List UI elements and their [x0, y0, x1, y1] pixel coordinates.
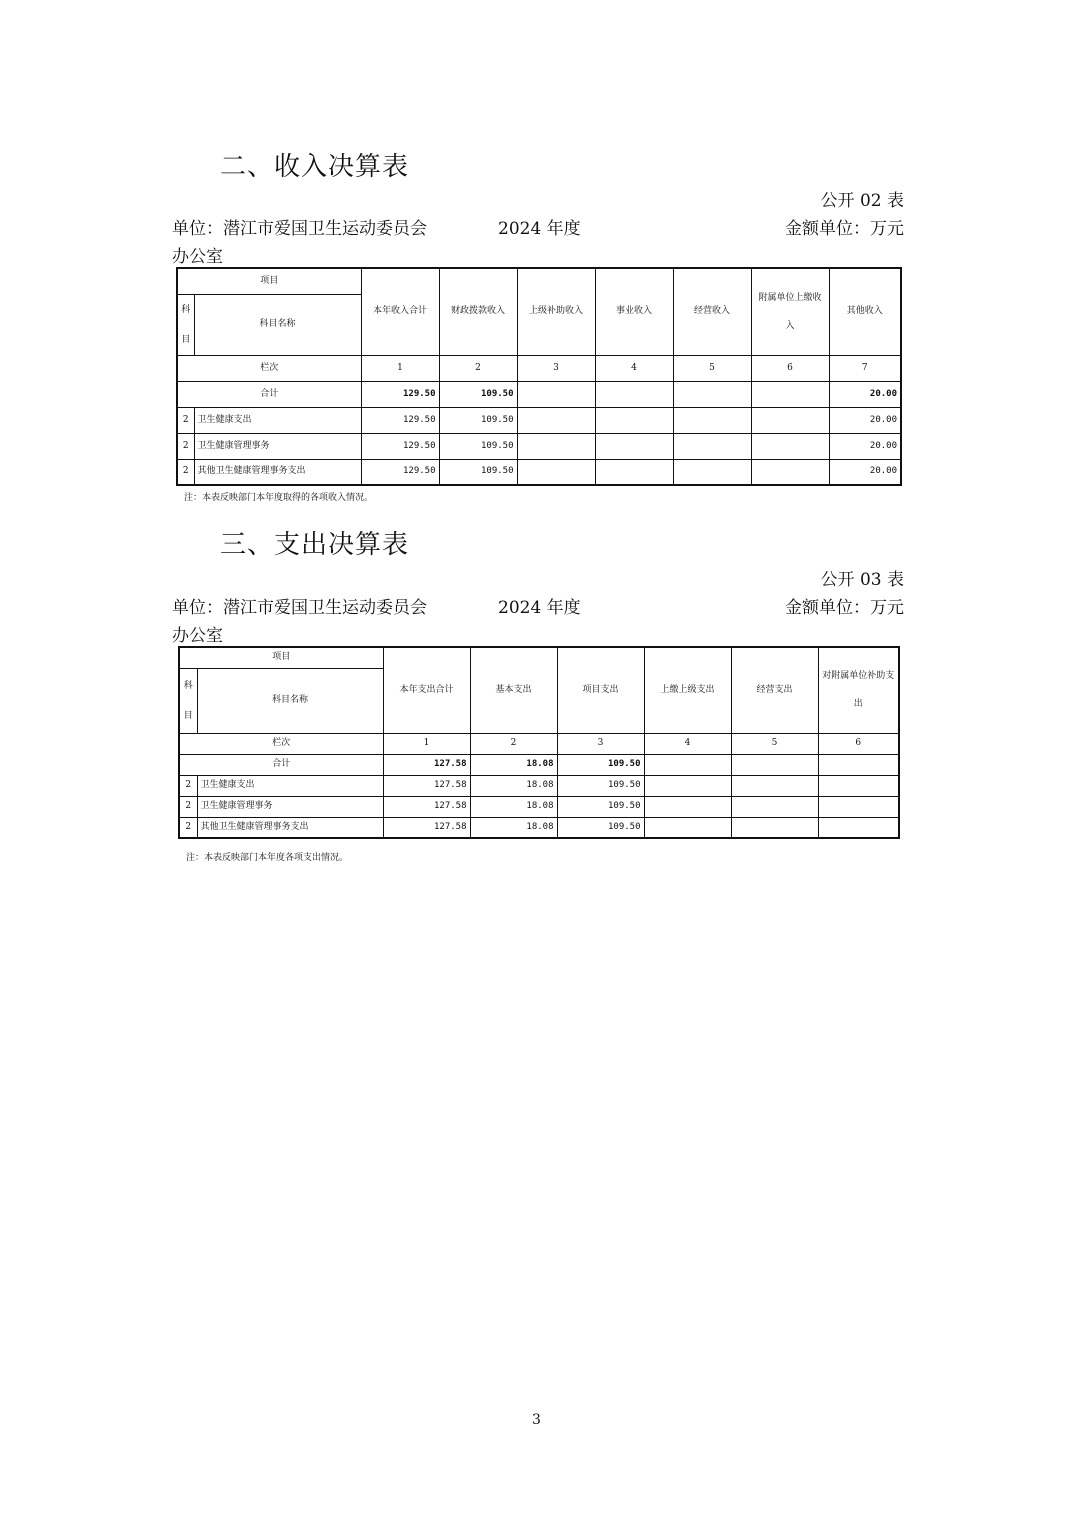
expense-col-num: 6 — [818, 733, 899, 754]
income-total-row — [177, 381, 901, 407]
row-value — [731, 817, 818, 838]
income-total-value — [517, 381, 595, 407]
income-header-col: 本年收入合计 — [361, 268, 439, 355]
row-value: 109.50 — [557, 817, 644, 838]
income-col-num: 1 — [361, 355, 439, 381]
income-col-num: 7 — [829, 355, 901, 381]
row-value — [818, 817, 899, 838]
row-value: 18.08 — [470, 775, 557, 796]
expense-unit-label-cont: 办公室 — [172, 626, 223, 646]
income-header-col: 经营收入 — [673, 268, 751, 355]
row-value: 20.00 — [829, 433, 901, 459]
income-table — [176, 267, 902, 486]
income-col-num: 6 — [751, 355, 829, 381]
row-value: 18.08 — [470, 817, 557, 838]
income-amount-unit: 金额单位：万元 — [785, 219, 904, 239]
income-subject-label — [177, 294, 194, 355]
row-name: 其他卫生健康管理事务支出 — [197, 817, 383, 838]
expense-heading: 三、支出决算表 — [220, 530, 410, 560]
row-value — [751, 407, 829, 433]
row-value: 129.50 — [361, 459, 439, 485]
income-total-value: 129.50 — [361, 381, 439, 407]
expense-col-row-label: 栏次 — [179, 733, 383, 754]
row-value — [595, 433, 673, 459]
income-header-col: 附属单位上缴收入 — [751, 268, 829, 355]
table-row — [177, 433, 901, 459]
row-value — [751, 459, 829, 485]
expense-col-num: 2 — [470, 733, 557, 754]
row-value — [751, 433, 829, 459]
income-heading: 二、收入决算表 — [220, 152, 410, 182]
table-row — [179, 775, 899, 796]
page-number: 3 — [532, 1412, 541, 1428]
income-total-value — [751, 381, 829, 407]
expense-total-value — [644, 754, 731, 775]
row-code: 2 — [179, 796, 197, 817]
income-total-value — [595, 381, 673, 407]
income-total-value: 20.00 — [829, 381, 901, 407]
expense-col-num: 3 — [557, 733, 644, 754]
expense-year: 2024 年度 — [498, 598, 581, 618]
expense-header-col: 项目支出 — [557, 647, 644, 733]
row-code: 2 — [179, 817, 197, 838]
row-value: 109.50 — [439, 433, 517, 459]
table-row — [179, 817, 899, 838]
row-code: 2 — [179, 775, 197, 796]
income-col-row-label: 栏次 — [177, 355, 361, 381]
income-header-item: 项目 — [177, 268, 361, 294]
income-header-col: 其他收入 — [829, 268, 901, 355]
row-value: 109.50 — [557, 796, 644, 817]
income-year: 2024 年度 — [498, 219, 581, 239]
row-value — [644, 796, 731, 817]
row-value — [731, 775, 818, 796]
row-value — [517, 433, 595, 459]
expense-header-col: 本年支出合计 — [383, 647, 470, 733]
income-header-col: 事业收入 — [595, 268, 673, 355]
row-code: 2 — [177, 407, 194, 433]
income-unit-label-cont: 办公室 — [172, 247, 223, 267]
row-value — [673, 459, 751, 485]
row-value — [731, 796, 818, 817]
row-name: 卫生健康支出 — [197, 775, 383, 796]
income-total-label: 合计 — [177, 381, 361, 407]
expense-col-num: 4 — [644, 733, 731, 754]
subject-char: 目 — [181, 334, 191, 345]
expense-header-subject-name: 科目名称 — [197, 668, 383, 733]
row-value: 127.58 — [383, 775, 470, 796]
expense-total-label: 合计 — [179, 754, 383, 775]
income-col-num: 3 — [517, 355, 595, 381]
expense-col-num: 1 — [383, 733, 470, 754]
row-value — [818, 775, 899, 796]
income-total-value: 109.50 — [439, 381, 517, 407]
row-code: 2 — [177, 433, 194, 459]
expense-total-value — [731, 754, 818, 775]
expense-total-row — [179, 754, 899, 775]
expense-col-num: 5 — [731, 733, 818, 754]
expense-amount-unit: 金额单位：万元 — [785, 598, 904, 618]
row-name: 卫生健康管理事务 — [194, 433, 361, 459]
row-value: 20.00 — [829, 407, 901, 433]
table-row — [179, 796, 899, 817]
expense-header-item: 项目 — [179, 647, 383, 668]
row-value: 109.50 — [439, 459, 517, 485]
expense-subject-label — [179, 668, 197, 733]
income-total-value — [673, 381, 751, 407]
expense-header-col: 对附属单位补助支出 — [818, 647, 899, 733]
expense-table-number: 公开 03 表 — [820, 570, 904, 590]
row-value: 20.00 — [829, 459, 901, 485]
income-header-col: 上级补助收入 — [517, 268, 595, 355]
expense-header-col: 上缴上级支出 — [644, 647, 731, 733]
subject-char: 科 — [183, 680, 193, 691]
row-value: 109.50 — [557, 775, 644, 796]
expense-total-value — [818, 754, 899, 775]
row-value — [673, 407, 751, 433]
row-value: 109.50 — [439, 407, 517, 433]
row-name: 卫生健康管理事务 — [197, 796, 383, 817]
row-value — [517, 459, 595, 485]
row-value — [595, 459, 673, 485]
income-note: 注：本表反映部门本年度取得的各项收入情况。 — [184, 493, 374, 503]
income-table-number: 公开 02 表 — [820, 191, 904, 211]
expense-unit-label: 单位：潜江市爱国卫生运动委员会 — [172, 598, 427, 618]
expense-header-col: 基本支出 — [470, 647, 557, 733]
row-code: 2 — [177, 459, 194, 485]
row-value — [595, 407, 673, 433]
row-value: 18.08 — [470, 796, 557, 817]
row-value: 127.58 — [383, 817, 470, 838]
income-col-num: 4 — [595, 355, 673, 381]
expense-total-value: 127.58 — [383, 754, 470, 775]
row-value — [644, 817, 731, 838]
row-value — [673, 433, 751, 459]
row-value — [644, 775, 731, 796]
subject-char: 科 — [181, 304, 191, 315]
expense-header-col: 经营支出 — [731, 647, 818, 733]
expense-table — [178, 646, 900, 839]
expense-total-value: 109.50 — [557, 754, 644, 775]
row-value: 129.50 — [361, 433, 439, 459]
table-row — [177, 459, 901, 485]
income-unit-label: 单位：潜江市爱国卫生运动委员会 — [172, 219, 427, 239]
row-value: 129.50 — [361, 407, 439, 433]
expense-note: 注：本表反映部门本年度各项支出情况。 — [186, 853, 349, 863]
income-header-subject-name: 科目名称 — [194, 294, 361, 355]
row-name: 其他卫生健康管理事务支出 — [194, 459, 361, 485]
table-row — [177, 407, 901, 433]
row-value — [517, 407, 595, 433]
subject-char: 目 — [183, 710, 193, 721]
income-header-col: 财政拨款收入 — [439, 268, 517, 355]
income-col-num: 5 — [673, 355, 751, 381]
row-value — [818, 796, 899, 817]
income-col-num: 2 — [439, 355, 517, 381]
row-value: 127.58 — [383, 796, 470, 817]
row-name: 卫生健康支出 — [194, 407, 361, 433]
expense-total-value: 18.08 — [470, 754, 557, 775]
